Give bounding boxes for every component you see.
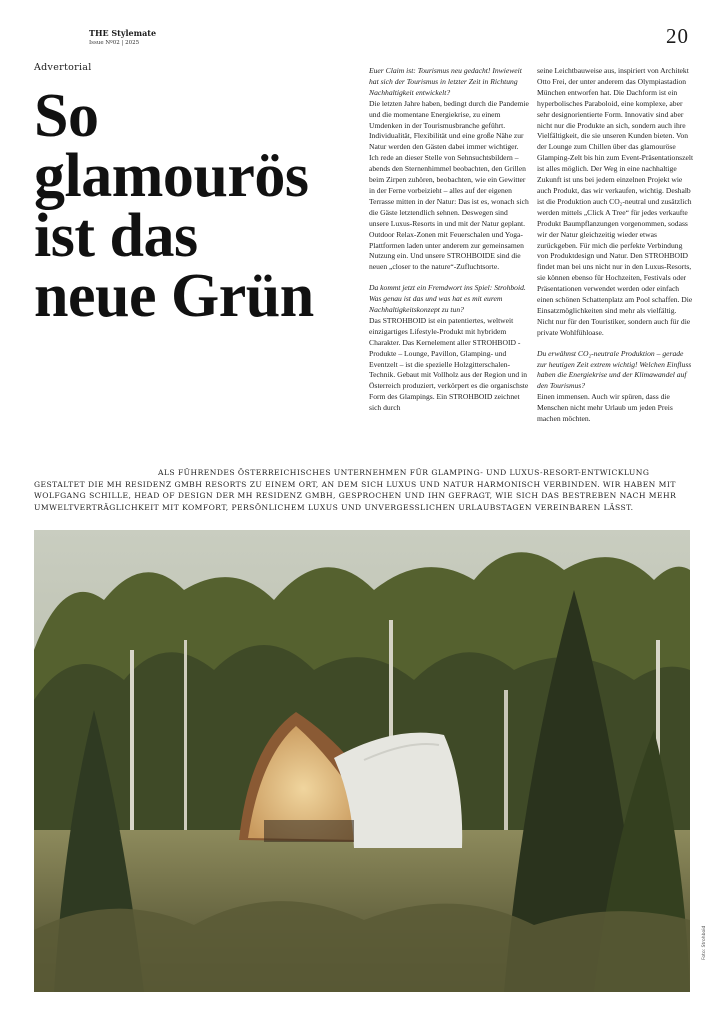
text-column-1: [369, 66, 529, 414]
interview-answer: Die letzten Jahre haben, bedingt durch die Pandemie und die momentane Energiekrise, zu einem Umdenken in der Tourismusbranche geführt. Individualität, Flexibilität und eine große Nähe zur Natur werden den Gästen dabei immer wichtiger. Ich rede an dieser Stelle von Sehnsuchtsbildern – abends den Sternenhimmel beobachten, den Grillen beim Zirpen zuhören, beobachten, wie ein Gewitter in der Ferne vorbeizieht – alles auf der eigenen Terrasse mitten in der Natur: Das ist es, wonach sich die Gäste letztendlich sehnen. Deswegen sind unsere Luxus-Resorts in und mit der Natur geplant. Outdoor Relax-Zonen mit Feuerschalen und Yoga-Plattformen laden unter anderem zur gemeinsamen Nutzung ein. Und unsere STROHBOIDE sind die neuen „closer to the nature“-Zufluchtsorte.: [369, 98, 529, 272]
interview-question: Du erwähnst CO₂-neutrale Produktion – gerade zur heutigen Zeit extrem wichtig! Welchen Einfluss haben die Energiekrise und der Klimawandel auf den Tourismus?: [537, 348, 692, 391]
headline-line: glamourös: [34, 142, 309, 210]
issue-label: Issue Nº02 | 2025: [89, 40, 140, 46]
kicker-label: Advertorial: [34, 62, 92, 73]
headline-line: So: [34, 82, 99, 150]
magazine-name: THE Stylemate: [89, 28, 157, 38]
interview-answer: Das STROHBOID ist ein patentiertes, weltweit einzigartiges Lifestyle-Produkt mit hybridem Charakter. Das Kernelement aller STROHBOID -Produkte – Lounge, Pavillon, Glamping- und Eventzelt – ist die spezielle Holzgitterschalen-Technik. Gebaut mit Vollholz aus der Region und in Österreich produziert, verkörpert es die organischste Form des Glampings. Ein STROHBOID zeichnet sich durch: [369, 315, 529, 413]
article-headline: [34, 82, 354, 330]
magazine-masthead: [89, 28, 156, 48]
interview-question: Euer Claim ist: Tourismus neu gedacht! Inwieweit hat sich der Tourismus in letzter Zeit in Richtung Nachhaltigkeit entwickelt?: [369, 66, 522, 97]
photo-illustration: [34, 530, 690, 992]
headline-line: ist das: [34, 202, 198, 270]
article-standfirst: ALS FÜHRENDES ÖSTERREICHISCHES UNTERNEHMEN FÜR GLAMPING- UND LUXUS-RESORT-ENTWICKLUNG GESTALTET DIE MH RESIDENZ GMBH RESORTS ZU EINEM ORT, AN DEM SICH LUXUS UND NATUR HARMONISCH VERBINDEN. WIR HABEN MIT WOLFGANG SCHILLE, HEAD OF DESIGN DER MH RESIDENZ GMBH, GESPROCHEN UND IHN GEFRAGT, WIE SICH DAS BESTREBEN NACH MEHR UMWELTVERTRÄGLICHKEIT MIT KOMFORT, PERSÖNLICHEM LUXUS UND UNVERGESSLICHEN URLAUBSTAGEN VEREINBAREN LÄSST.: [34, 468, 677, 512]
interview-question: Da kommt jetzt ein Fremdwort ins Spiel: Strohboid. Was genau ist das und was hat es mit eurem Nachhaltigkeitskonzept zu tun?: [369, 283, 526, 315]
photo-forest-glamping-tent: [34, 530, 690, 992]
photo-credit: Foto: Strohboid: [702, 925, 707, 960]
text-column-2: [537, 66, 695, 425]
interview-answer: seine Leichtbauweise aus, inspiriert von Architekt Otto Frei, der unter anderem das Olympiastadion München entworfen hat. Die Dachform ist ein hyperbolisches Paraboloid, eine komplexe, aber sehr designorientierte Form. Innovativ sind aber nicht nur die Produkte an sich, sondern auch ihre Vielfältigkeit, die sie unseren Kunden bieten. Von der Lounge zum Chillen über das glamouröse Glamping-Zelt bis hin zum Event-Präsentationszelt ist alles möglich. Der Weg in eine nachhaltige Zukunft ist uns bei jedem einzelnen Projekt wie auch Produkt, das wir verkaufen, wichtig. Deshalb ist die Produktion auch CO₂-neutral und zusätzlich werden mittels „Click A Tree“ für jedes verkaufte Produkt Baumpflanzungen vorgenommen, sodass wir der Natur gleichzeitig wieder etwas zurückgeben. Für mich die perfekte Verbindung von Produktdesign und Natur. Den STROHBOID findet man bei uns nicht nur in den Luxus-Resorts, sie können ebenso für Hochzeiten, Festivals oder Präsentationen verwendet werden oder einfach einen schönen Schattenplatz am Pool schaffen. Die Einsatzmöglichkeiten sind mehr als vielfältig. Nicht nur für den Touristiker, sondern auch für die private Wohlfühloase.: [537, 66, 694, 337]
headline-line: neue Grün: [34, 262, 314, 330]
page-number: 20: [666, 24, 689, 48]
interview-answer: Einen immensen. Auch wir spüren, dass die Menschen nicht mehr Urlaub um jeden Preis machen möchten.: [537, 392, 673, 424]
